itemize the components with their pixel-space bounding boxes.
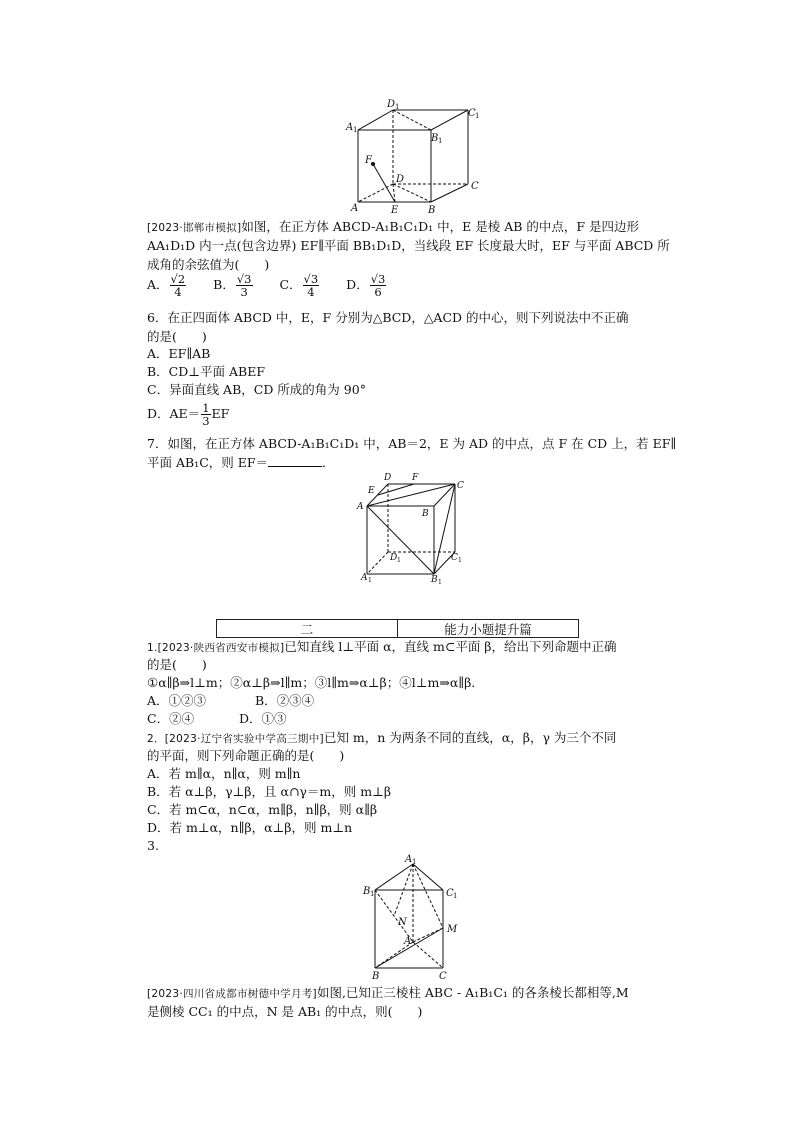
label-C: C: [471, 181, 479, 192]
q6-option-a[interactable]: A．EF∥AB: [147, 346, 211, 361]
label-A: A: [357, 502, 364, 512]
svg-text:1: 1: [370, 890, 375, 898]
label-C1: C: [451, 553, 458, 563]
p2-option-b[interactable]: B．若 α⊥β，γ⊥β，且 α∩γ＝m，则 m⊥β: [147, 784, 392, 799]
label-N: N: [398, 917, 407, 928]
svg-text:1: 1: [438, 579, 442, 585]
p2-line-1: 2．[2023·辽宁省实验中学高三期中]已知 m，n 为两条不同的直线，α，β，γ 为三个不同: [147, 730, 617, 745]
q5-options: [147, 273, 387, 298]
svg-text:1: 1: [397, 557, 401, 564]
p3-line-1: [2023·四川省成都市树德中学月考]如图,已知正三棱柱 ABC - A₁B₁C₁ 的各条棱长都相等,M: [147, 985, 629, 1000]
label-C: C: [439, 971, 447, 982]
q7-line-2: 平面 AB₁C，则 EF＝ ．: [147, 455, 335, 470]
label-B1: B: [363, 886, 371, 897]
svg-text:1: 1: [412, 858, 417, 866]
q7-line-1: 7．如图，在正方体 ABCD-A₁B₁C₁D₁ 中，AB＝2，E 为 AD 的中点，点 F 在 CD 上，若 EF∥: [147, 436, 677, 451]
figure-prism: [360, 850, 470, 982]
q5-option-c[interactable]: C． $\frac{√3}{4}$: [279, 272, 319, 299]
label-B1: B: [431, 133, 439, 144]
p3-source: [2023·四川省成都市树德中学月考]: [147, 988, 317, 1000]
q5-line-2: AA₁D₁D 内一点(包含边界) EF∥平面 BB₁D₁D，当线段 EF 长度最大时，EF 与平面 ABCD 所: [147, 238, 670, 253]
label-E: E: [368, 486, 375, 496]
p2-source: 2．[2023·辽宁省实验中学高三期中]: [147, 733, 324, 745]
label-B1: B: [431, 575, 438, 585]
label-A: A: [404, 936, 412, 947]
q7-answer-blank[interactable]: [268, 455, 322, 467]
label-C: C: [457, 481, 464, 491]
label-M: M: [447, 924, 458, 935]
p1-line-1: 1.[2023·陕西省西安市模拟]已知直线 l⊥平面 α，直线 m⊂平面 β，给出下列命题中正确: [147, 639, 617, 654]
label-E: E: [391, 205, 399, 216]
label-A: A: [351, 203, 359, 214]
label-B: B: [372, 971, 380, 982]
p2-option-d[interactable]: D．若 m⊥α，n∥β，α⊥β，则 m⊥n: [147, 820, 353, 835]
svg-text:1: 1: [353, 126, 358, 134]
figure-cube-2: [352, 470, 477, 585]
label-D1: D: [387, 99, 396, 110]
q6-line-2: 的是( ): [147, 329, 207, 344]
q5-option-d[interactable]: D． $\frac{√3}{6}$: [346, 272, 386, 299]
q5-line-1: [2023·邯郸市模拟]如图，在正方体 ABCD-A₁B₁C₁D₁ 中，E 是棱 AB 的中点，F 是四边形: [147, 219, 640, 234]
q5-option-b[interactable]: B． $\frac{√3}{3}$: [213, 272, 252, 299]
p1-source: 1.[2023·陕西省西安市模拟]: [147, 642, 285, 654]
label-A1: A: [346, 122, 354, 133]
svg-text:1: 1: [453, 892, 458, 900]
q6-option-b[interactable]: B．CD⊥平面 ABEF: [147, 364, 266, 379]
label-B: B: [428, 205, 436, 216]
label-D: D: [396, 174, 405, 185]
label-D: D: [384, 473, 392, 483]
label-A1: A: [361, 573, 368, 583]
q6-line-1: 6．在正四面体 ABCD 中，E，F 分别为△BCD，△ACD 的中心，则下列说法中不正确: [147, 310, 629, 325]
label-C1: C: [468, 108, 476, 119]
q5-option-a[interactable]: A． $\frac{√2}{4}$: [147, 272, 186, 299]
p1-option-d[interactable]: D．①③: [239, 711, 287, 726]
label-D1: D: [390, 553, 398, 563]
p1-propositions: ①α∥β⇒l⊥m；②α⊥β⇒l∥m；③l∥m⇒α⊥β；④l⊥m⇒α∥β.: [147, 675, 476, 690]
p1-option-a[interactable]: A．①②③: [147, 693, 207, 708]
section-number: 二: [217, 620, 398, 637]
label-F: F: [365, 155, 372, 166]
svg-text:1: 1: [458, 557, 462, 564]
section-header-bar: [216, 619, 579, 638]
q5-source: [2023·邯郸市模拟]: [147, 222, 242, 234]
svg-text:1: 1: [475, 112, 480, 120]
p1-option-c[interactable]: C．②④: [147, 711, 195, 726]
p2-option-c[interactable]: C．若 m⊂α，n⊂α，m∥β，n∥β，则 α∥β: [147, 802, 378, 817]
p1-line-2: 的是( ): [147, 657, 207, 672]
svg-text:1: 1: [438, 137, 443, 145]
svg-text:1: 1: [395, 103, 400, 111]
p2-option-a[interactable]: A．若 m∥α，n∥α，则 m∥n: [147, 766, 301, 781]
q6-option-c[interactable]: C．异面直线 AB，CD 所成的角为 90°: [147, 382, 366, 397]
p1-option-b[interactable]: B．②③④: [255, 693, 315, 708]
label-C1: C: [446, 888, 454, 899]
label-A1: A: [405, 854, 413, 865]
q5-line-3: 成角的余弦值为( ): [147, 257, 270, 272]
section-title: 能力小题提升篇: [444, 621, 532, 637]
p3-number: 3.: [147, 838, 159, 853]
p3-line-2: 是侧棱 CC₁ 的中点，N 是 AB₁ 的中点，则( ): [147, 1004, 423, 1019]
label-F: F: [412, 473, 419, 483]
p2-line-2: 的平面，则下列命题正确的是( ): [147, 748, 345, 763]
figure-cube-1: [340, 98, 490, 218]
svg-text:1: 1: [368, 577, 372, 584]
q6-option-d[interactable]: D．AE＝ $\frac{1}{3}$ EF: [147, 401, 230, 428]
label-B: B: [422, 509, 429, 519]
